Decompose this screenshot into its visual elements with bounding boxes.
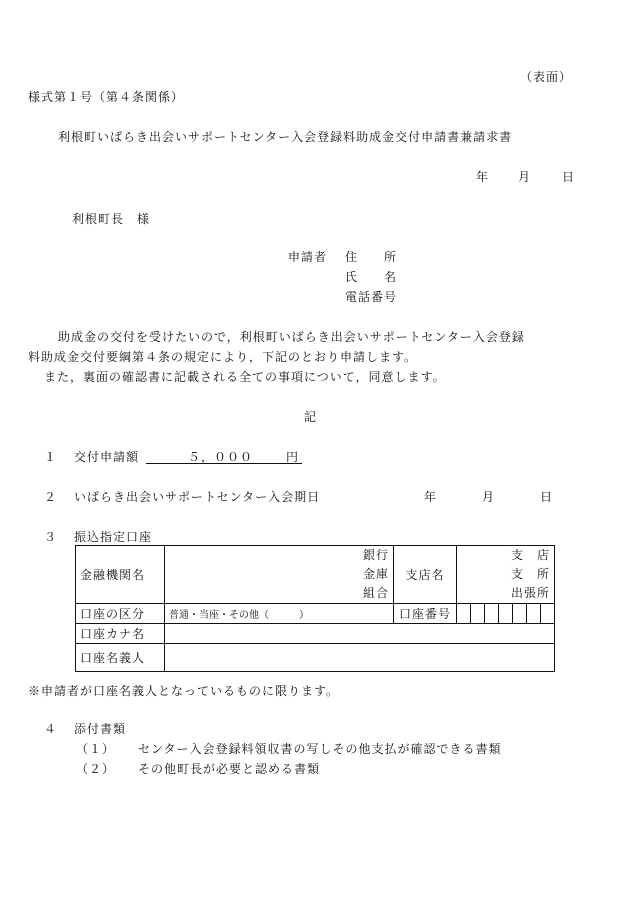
bank-text: 銀行 — [362, 548, 389, 562]
applicant-label: 申請者 — [288, 250, 328, 264]
account-type-label: 口座の区分 — [76, 604, 165, 624]
account-digit[interactable] — [527, 604, 541, 624]
doc1-number: （１） — [76, 742, 116, 756]
account-note: ※申請者が口座名義人となっているものに限ります。 — [28, 684, 340, 698]
name-label: 氏 名 — [345, 270, 398, 284]
kana-field[interactable] — [165, 624, 555, 644]
body-line-3: また，裏面の確認書に記載される全ての事項について，同意します。 — [44, 370, 446, 384]
table-row — [76, 644, 555, 672]
item1-label: 交付申請額 — [74, 450, 140, 464]
address-label: 住 所 — [345, 250, 398, 264]
institution-label: 金融機関名 — [76, 546, 165, 604]
kinko-text: 金庫 — [362, 567, 389, 581]
table-row — [76, 546, 555, 604]
account-digit[interactable] — [485, 604, 499, 624]
ki-heading: 記 — [304, 410, 318, 424]
account-digit[interactable] — [513, 604, 527, 624]
item1-number: １ — [44, 450, 58, 464]
addressee: 利根町長 様 — [72, 212, 151, 226]
account-number-label: 口座番号 — [394, 604, 457, 624]
amount-value: ５，０００ — [188, 450, 254, 464]
shuchojo-text: 出張所 — [510, 586, 550, 600]
table-row — [76, 604, 555, 624]
join-month: 月 — [482, 490, 496, 504]
item4-number: ４ — [44, 722, 58, 736]
branch-type-cell[interactable] — [457, 546, 555, 604]
kumiai-text: 組合 — [362, 586, 389, 600]
body-line-1: 助成金の交付を受けたいので，利根町いばらき出会いサポートセンター入会登録 — [58, 330, 525, 344]
institution-type-cell[interactable] — [165, 546, 394, 604]
join-year: 年 — [424, 490, 438, 504]
kana-label: 口座カナ名 — [76, 624, 165, 644]
account-digit[interactable] — [499, 604, 513, 624]
item4-label: 添付書類 — [74, 722, 127, 736]
branch-label: 支店名 — [394, 546, 457, 604]
holder-label: 口座名義人 — [76, 644, 165, 672]
date-year: 年 — [476, 170, 490, 184]
item2-label: いばらき出会いサポートセンター入会期日 — [74, 490, 321, 504]
item2-number: ２ — [44, 490, 58, 504]
doc1-text: センター入会登録料領収書の写しその他支払が確認できる書類 — [138, 742, 502, 756]
account-digit[interactable] — [541, 604, 555, 624]
form-number: 様式第１号（第４条関係） — [28, 90, 185, 104]
doc2-number: （２） — [76, 762, 116, 776]
holder-field[interactable] — [165, 644, 555, 672]
body-line-2: 料助成金交付要綱第４条の規定により，下記のとおり申請します。 — [28, 350, 418, 364]
document-title: 利根町いばらき出会いサポートセンター入会登録料助成金交付申請書兼請求書 — [58, 130, 513, 144]
account-digit[interactable] — [457, 604, 471, 624]
doc2-text: その他町長が必要と認める書類 — [138, 762, 321, 776]
join-day: 日 — [540, 490, 554, 504]
date-month: 月 — [518, 170, 532, 184]
side-label: （表面） — [520, 70, 573, 84]
item3-number: ３ — [44, 530, 58, 544]
shisho-text: 支 所 — [510, 567, 550, 581]
table-row — [76, 624, 555, 644]
amount-unit: 円 — [286, 450, 300, 464]
date-day: 日 — [562, 170, 576, 184]
account-digit[interactable] — [471, 604, 485, 624]
bank-account-table — [75, 545, 555, 672]
shiten-text: 支 店 — [510, 548, 550, 562]
account-type-options[interactable]: 普通・当座・その他（ ） — [165, 604, 394, 624]
item3-label: 振込指定口座 — [74, 530, 153, 544]
phone-label: 電話番号 — [345, 290, 398, 304]
amount-line — [146, 448, 302, 464]
